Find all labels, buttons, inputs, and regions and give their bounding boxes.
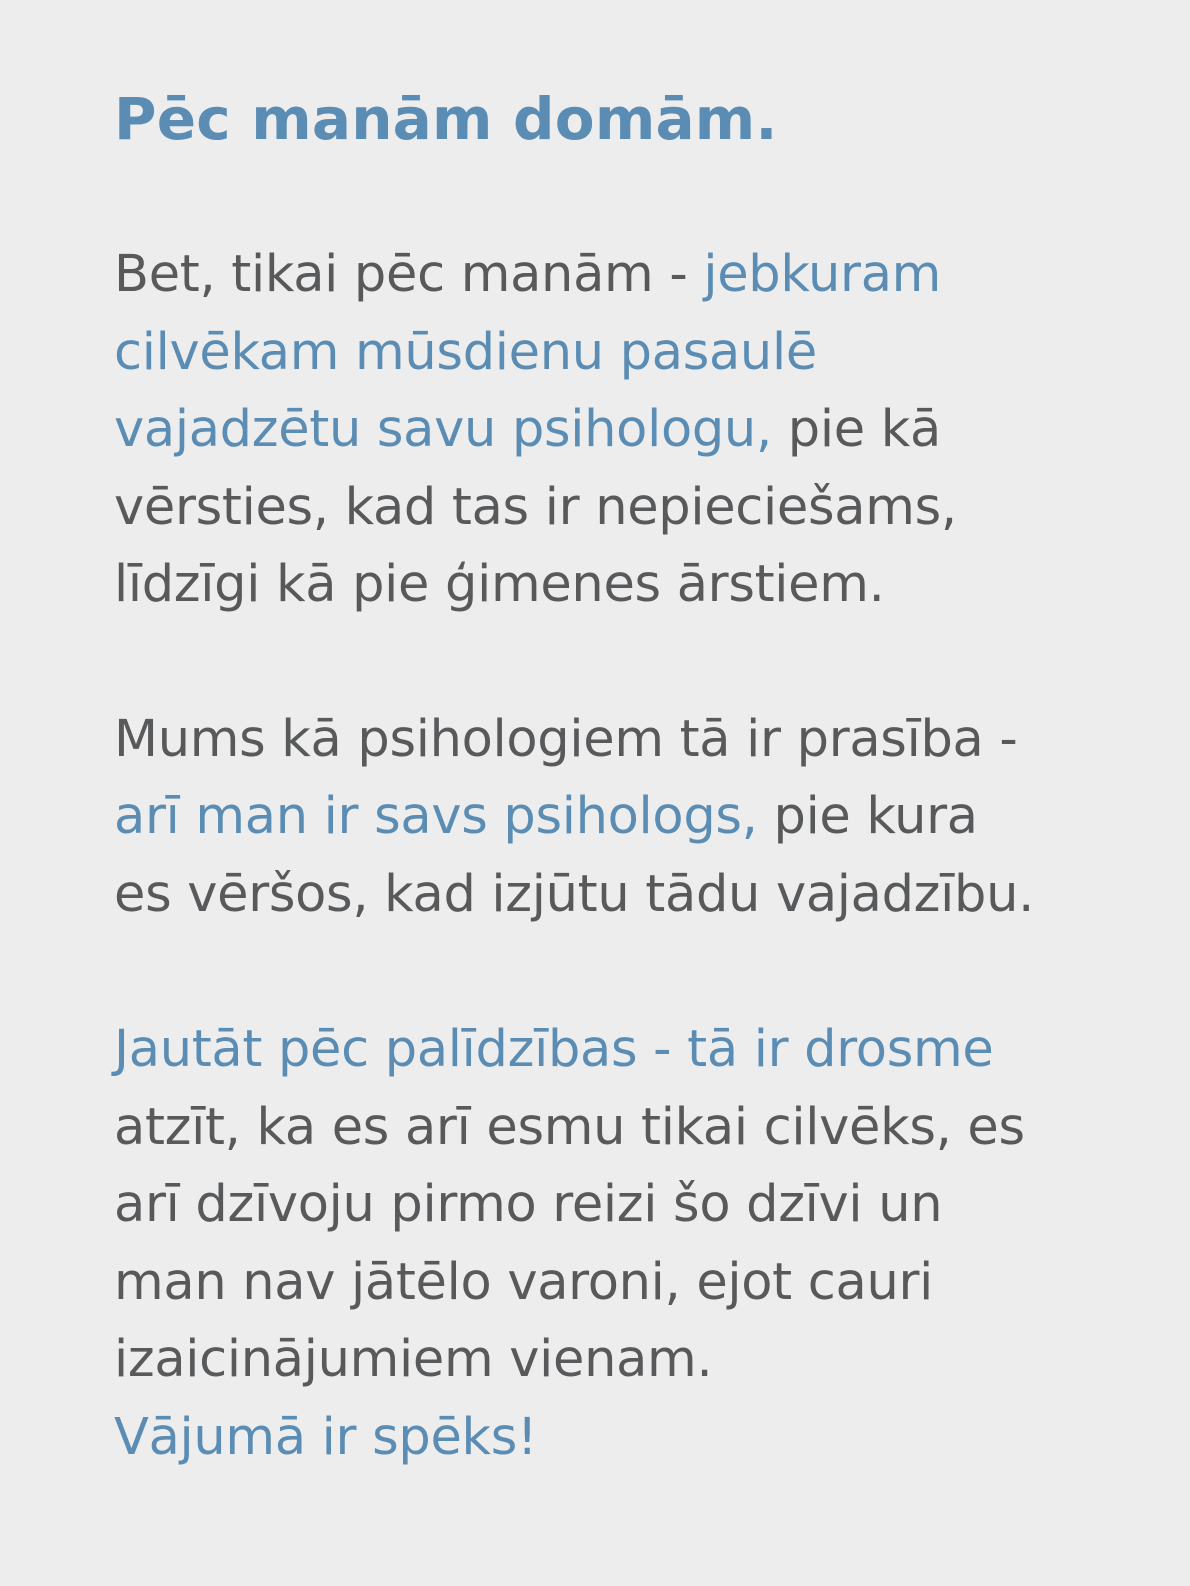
text-line: es vēršos, kad izjūtu tādu vajadzību.	[114, 864, 1035, 924]
text-segment: pie kā	[771, 400, 941, 459]
paragraph-own-psychologist	[114, 701, 1154, 934]
text-line	[114, 778, 1154, 856]
paragraph-asking-for-help	[114, 1011, 1154, 1476]
text-segment: pie kura	[757, 787, 978, 846]
highlight-text: vajadzētu savu psihologu,	[114, 400, 772, 459]
text-line: arī dzīvoju pirmo reizi šo dzīvi un	[114, 1175, 943, 1234]
document	[114, 80, 1154, 1476]
highlight-text: Jautāt pēc palīdzības - tā ir drosme	[114, 1020, 994, 1079]
text-line: Mums kā psihologiem tā ir prasība -	[114, 709, 1018, 769]
text-segment: Bet, tikai pēc manām -	[114, 245, 704, 304]
paragraph-psychologist-for-everyone	[114, 236, 1154, 624]
text-line	[114, 236, 1154, 314]
highlight-text: jebkuram	[703, 245, 942, 304]
text-line: atzīt, ka es arī esmu tikai cilvēks, es	[114, 1097, 1025, 1157]
closing-statement: Vājumā ir spēks!	[114, 1407, 538, 1467]
highlight-text: arī man ir savs psihologs,	[114, 787, 758, 846]
highlight-text: cilvēkam mūsdienu pasaulē	[114, 322, 817, 382]
text-line: man nav jātēlo varoni, ejot cauri	[114, 1252, 934, 1312]
text-line: līdzīgi kā pie ģimenes ārstiem.	[114, 555, 885, 614]
text-line: izaicinājumiem vienam.	[114, 1330, 713, 1389]
text-line: vērsties, kad tas ir nepieciešams,	[114, 477, 957, 537]
page-title: Pēc manām domām.	[114, 85, 778, 153]
text-line	[114, 391, 1154, 469]
